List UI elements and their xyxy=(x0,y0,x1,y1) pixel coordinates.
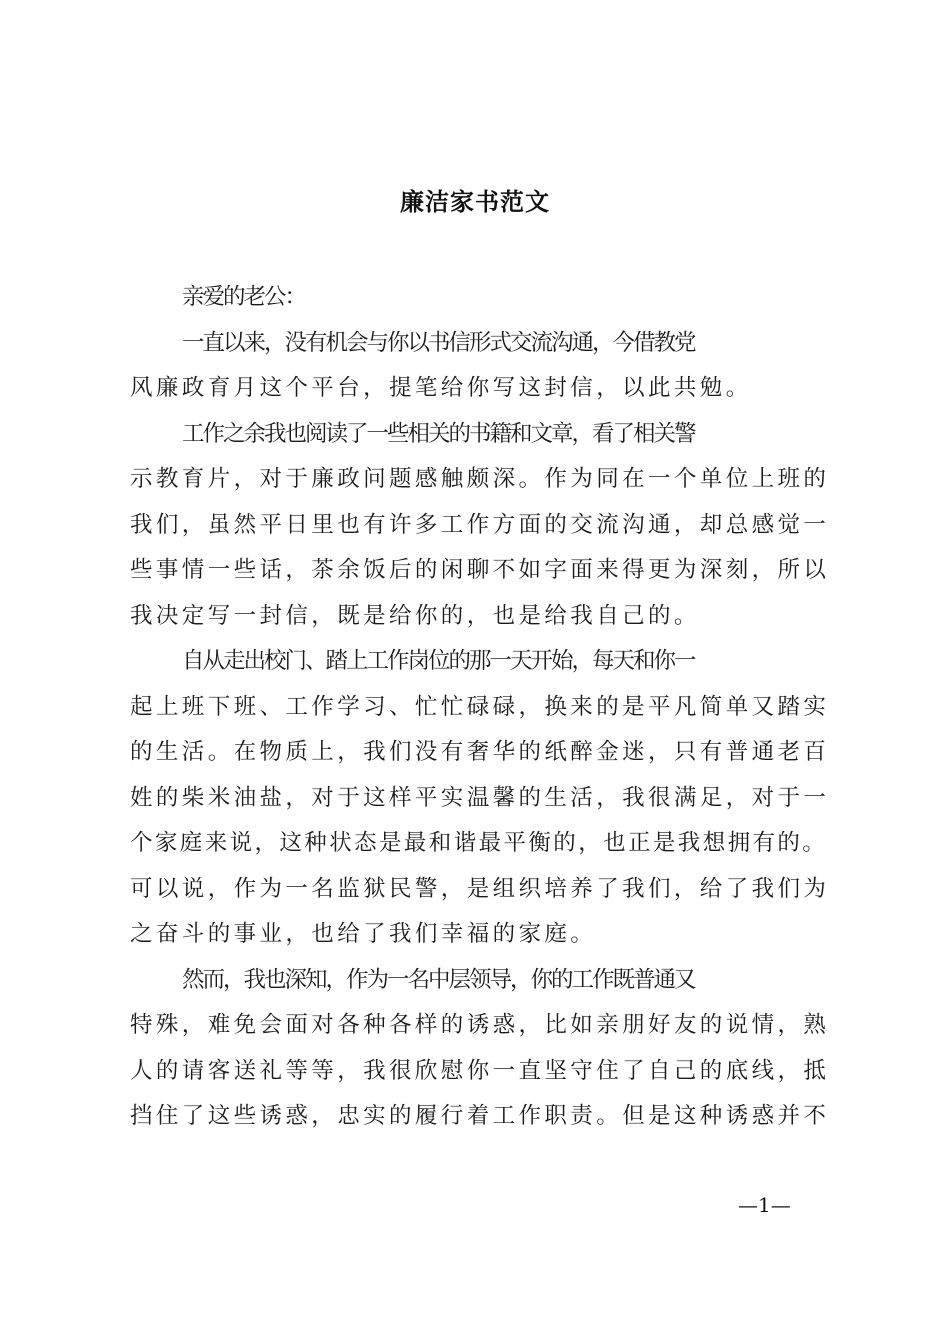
paragraph-line: 可以说，作为一名监狱民警，是组织培养了我们，给了我们为 xyxy=(130,875,830,902)
paragraph-3 xyxy=(130,639,830,958)
paragraph-line: 工作之余我也阅读了一些相关的书籍和文章，看了相关警 xyxy=(182,420,695,447)
document-title: 廉洁家书范文 xyxy=(400,187,550,216)
salutation-line: 亲爱的老公： xyxy=(182,284,306,310)
paragraph-line: 示教育片，对于廉政问题感触颇深。作为同在一个单位上班的 xyxy=(130,466,830,492)
paragraph-4 xyxy=(130,958,830,1140)
paragraph-line: 个家庭来说，这种状态是最和谐最平衡的，也正是我想拥有的。 xyxy=(130,830,828,856)
paragraph-line: 风廉政育月这个平台，提笔给你写这封信，以此共勉。 xyxy=(130,375,752,401)
paragraph-line: 人的请客送礼等等，我很欣慰你一直坚守住了自己的底线，抵 xyxy=(130,1057,830,1084)
page-number: —1— xyxy=(738,1193,791,1217)
paragraph-line: 的生活。在物质上，我们没有奢华的纸醉金迷，只有普通老百 xyxy=(130,739,830,765)
paragraph-line: 姓的柴米油盐，对于这样平实温馨的生活，我很满足，对于一 xyxy=(130,784,830,811)
paragraph-1 xyxy=(130,321,830,412)
paragraph-line: 我们，虽然平日里也有许多工作方面的交流沟通，却总感觉一 xyxy=(130,511,830,538)
paragraph-line: 我决定写一封信，既是给你的，也是给我自己的。 xyxy=(130,602,700,629)
paragraph-line: 一直以来，没有机会与你以书信形式交流沟通，今借教党 xyxy=(182,329,695,356)
paragraph-line: 特殊，难免会面对各种各样的诱惑，比如亲朋好友的说情，熟 xyxy=(130,1012,830,1038)
paragraph-line: 起上班下班、工作学习、忙忙碌碌，换来的是平凡简单又踏实 xyxy=(130,693,830,720)
paragraph-line: 自从走出校门、踏上工作岗位的那一天开始，每天和你一 xyxy=(182,648,695,674)
paragraph-line: 些事情一些话，茶余饭后的闲聊不如字面来得更为深刻，所以 xyxy=(130,557,830,583)
letter-body xyxy=(130,275,830,1140)
paragraph-line: 然而，我也深知，作为一名中层领导，你的工作既普通又 xyxy=(182,966,695,993)
paragraph-2 xyxy=(130,412,830,640)
paragraph-line: 之奋斗的事业，也给了我们幸福的家庭。 xyxy=(130,921,597,947)
salutation xyxy=(130,275,830,321)
paragraph-line: 挡住了这些诱惑，忠实的履行着工作职责。但是这种诱惑并不 xyxy=(130,1103,830,1129)
